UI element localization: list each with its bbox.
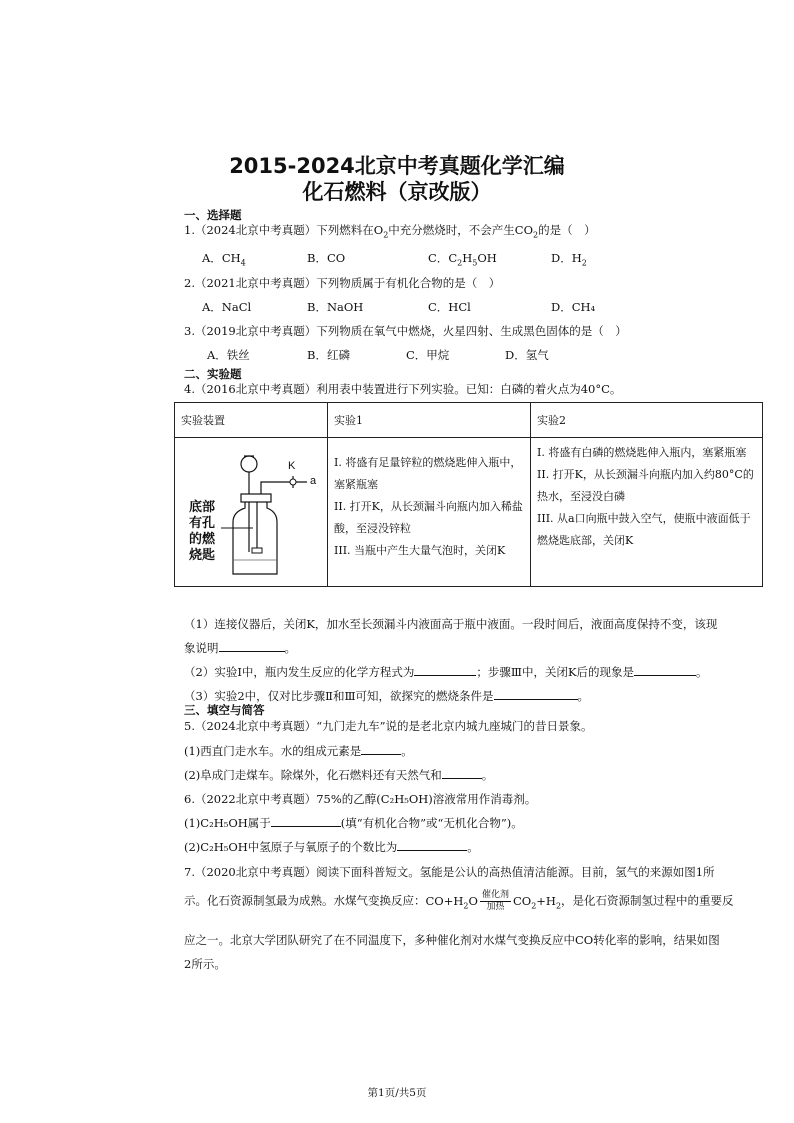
- reaction-condition: $\frac{\text{催化剂}}{\text{加热}}$: [481, 890, 509, 912]
- experiment-1-step: I. 将盛有足量锌粒的燃烧匙伸入瓶中，塞紧瓶塞: [334, 456, 522, 491]
- experiment-2-step: III. 从a口向瓶中鼓入空气，使瓶中液面低于燃烧匙底部，关闭K: [537, 512, 751, 547]
- question-6-part-2: (2)C₂H₅OH中氢原子与氧原子的个数比为 。: [184, 840, 479, 854]
- page-subtitle: 化石燃料（京改版）: [302, 180, 492, 204]
- table-row: [175, 438, 763, 587]
- question-3-option-b: B．红磷: [307, 348, 350, 362]
- table-header-cell: 实验1: [328, 403, 531, 438]
- question-2-option-d: D．CH₄: [551, 300, 596, 314]
- question-3-option-c: C．甲烷: [406, 348, 450, 362]
- question-7-line-4: 2所示。: [184, 957, 226, 971]
- answer-blank[interactable]: [219, 640, 285, 652]
- table-header-cell: 实验2: [531, 403, 763, 438]
- question-4-stem: 4.（2016北京中考真题）利用表中装置进行下列实验。已知：白磷的着火点为40°C。: [184, 382, 622, 396]
- question-4-part-3: （3）实验2中，仅对比步骤Ⅱ和Ⅲ可知，欲探究的燃烧条件是 。: [184, 689, 590, 703]
- section-heading-experiment: 二、实验题: [184, 367, 242, 381]
- valve-k-label: K: [288, 460, 296, 472]
- question-2-stem: 2.（2021北京中考真题）下列物质属于有机化合物的是（ ）: [184, 276, 501, 290]
- question-4-part-1-line-2: 象说明 。: [184, 641, 296, 655]
- question-5-part-2: (2)阜成门走煤车。除煤外，化石燃料还有天然气和 。: [184, 768, 494, 782]
- question-1-option-b: B．CO: [307, 251, 346, 265]
- section-heading-fill: 三、填空与简答: [184, 703, 265, 717]
- question-2-option-a: A．NaCl: [202, 300, 252, 314]
- table-header-row: [175, 403, 763, 438]
- question-3-stem: 3.（2019北京中考真题）下列物质在氧气中燃烧，火星四射、生成黑色固体的是（ ）: [184, 324, 627, 338]
- reaction-equation: $CO+H_2O$ $\frac{\text{催化剂}}{\text{加热}}$ $CO_2+H_2$: [425, 890, 562, 912]
- experiment-2-cell: [531, 438, 763, 587]
- answer-blank[interactable]: [414, 664, 476, 676]
- experiment-2-step: II. 打开K，从长颈漏斗向瓶内加入约80°C的热水，至浸没白磷: [537, 468, 754, 503]
- apparatus-cell: [175, 438, 328, 587]
- experiment-1-step: III. 当瓶中产生大量气泡时，关闭K: [334, 544, 506, 557]
- answer-blank[interactable]: [361, 743, 401, 755]
- answer-blank[interactable]: [397, 839, 467, 851]
- experiment-1-cell: [328, 438, 531, 587]
- section-heading-choice: 一、选择题: [184, 208, 242, 222]
- question-7-line-1: 7.（2020北京中考真题）阅读下面科普短文。氢能是公认的高热值清洁能源。目前，氢气的来源如图1所: [184, 865, 715, 879]
- apparatus-figure: [181, 442, 321, 582]
- table-header-cell: 实验装置: [175, 403, 328, 438]
- answer-blank[interactable]: [634, 664, 696, 676]
- question-5-part-1: (1)西直门走水车。水的组成元素是 。: [184, 744, 413, 758]
- question-5-stem: 5.（2024北京中考真题）“九门走九车”说的是老北京内城九座城门的昔日景象。: [184, 719, 593, 733]
- question-4-part-1-line-1: （1）连接仪器后，关闭K，加水至长颈漏斗内液面高于瓶中液面。一段时间后，液面高度保持不变，该现: [184, 617, 718, 631]
- question-4-part-2: （2）实验Ⅰ中，瓶内发生反应的化学方程式为 ；步骤Ⅲ中，关闭K后的现象是 。: [184, 665, 708, 679]
- answer-blank[interactable]: [442, 767, 482, 779]
- question-1-option-d: D．$H_2$: [551, 251, 587, 268]
- apparatus-label: 底部有孔的燃烧匙: [189, 500, 216, 563]
- question-1-option-c: C．$C_2H_5OH$: [428, 251, 497, 268]
- question-1-stem: 1.（2024北京中考真题）下列燃料在$O_2$中充分燃烧时，不会产生$CO_2$的是（ ）: [184, 223, 596, 240]
- question-1-option-a: A．$CH_4$: [202, 251, 246, 268]
- question-7-line-2: 示。化石资源制氢最为成熟。水煤气变换反应：$CO+H_2O$ $\frac{\text{催化剂}}{\text{加热}}$ $CO_2+H_2$，是化石资源制氢过程中的重要反: [184, 890, 734, 912]
- page-footer: 第1页/共5页: [367, 1087, 427, 1099]
- question-2-option-c: C．HCl: [428, 300, 471, 314]
- experiment-table: [174, 402, 763, 587]
- question-3-option-d: D．氢气: [505, 348, 549, 362]
- question-6-part-1: (1)C₂H₅OH属于 (填“有机化合物”或“无机化合物”)。: [184, 816, 523, 830]
- page-title: 2015-2024北京中考真题化学汇编: [229, 154, 565, 178]
- question-2-option-b: B．NaOH: [307, 300, 364, 314]
- experiment-1-step: II. 打开K，从长颈漏斗向瓶内加入稀盐酸，至浸没锌粒: [334, 500, 523, 535]
- answer-blank[interactable]: [271, 815, 341, 827]
- port-a-label: a: [310, 475, 317, 487]
- question-3-option-a: A．铁丝: [207, 348, 250, 362]
- question-6-stem: 6.（2022北京中考真题）75%的乙醇(C₂H₅OH)溶液常用作消毒剂。: [184, 792, 537, 806]
- experiment-2-step: I. 将盛有白磷的燃烧匙伸入瓶内，塞紧瓶塞: [537, 446, 747, 459]
- answer-blank[interactable]: [494, 688, 578, 700]
- question-7-line-3: 应之一。北京大学团队研究了在不同温度下，多种催化剂对水煤气变换反应中CO转化率的影响，结果如图: [184, 933, 720, 947]
